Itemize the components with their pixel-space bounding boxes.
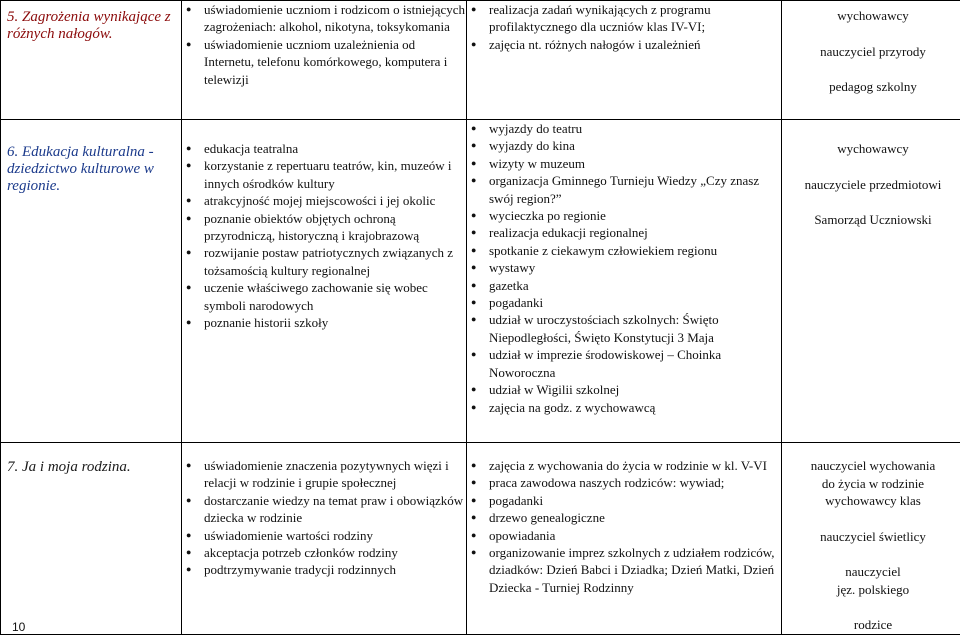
list-item: ● wizyty w muzeum	[467, 155, 781, 172]
list-item: ● pogadanki	[467, 294, 781, 311]
responsible-item: jęz. polskiego	[836, 581, 910, 597]
list-item: ● wystawy	[467, 259, 781, 276]
list-item: ● uświadomienie wartości rodziny	[182, 527, 466, 544]
list-item: ● rozwijanie postaw patriotycznych związanych z tożsamością kultury regionalnej	[182, 244, 466, 279]
list-item: ● udział w imprezie środowiskowej – Choinka Noworoczna	[467, 346, 781, 381]
list-item: ● poznanie historii szkoły	[182, 314, 466, 331]
goals-cell	[182, 443, 467, 635]
responsible-item: wychowawcy	[837, 141, 909, 156]
responsible-item: rodzice	[853, 617, 893, 632]
responsible-item: Samorząd Uczniowski	[814, 212, 932, 227]
list-item: ● poznanie obiektów objętych ochroną przyrodniczą, historyczną i krajobrazową	[182, 210, 466, 245]
list-item: ● pogadanki	[467, 492, 781, 509]
goals-cell	[182, 120, 467, 443]
list-item: ● organizowanie imprez szkolnych z udziałem rodziców, dziadków: Dzień Babci i Dziadka; Dzień Matki, Dzień Dziecka - Turniej Rodzinny	[467, 544, 781, 596]
goals-cell	[182, 1, 467, 120]
table-row	[1, 1, 960, 120]
responsible-item: nauczyciel świetlicy	[820, 528, 926, 544]
list-item: ● podtrzymywanie tradycji rodzinnych	[182, 561, 466, 578]
list-item: ● opowiadania	[467, 527, 781, 544]
list-item: ● uświadomienie znaczenia pozytywnych więzi i relacji w rodzinie i grupie społecznej	[182, 457, 466, 492]
responsible-list	[782, 443, 960, 634]
responsible-item: nauczyciele przedmiotowi	[804, 176, 942, 192]
activities-cell	[467, 120, 782, 443]
list-item: ● drzewo genealogiczne	[467, 509, 781, 526]
activities-list	[467, 443, 781, 596]
topic-cell	[1, 443, 182, 635]
list-item: ● gazetka	[467, 277, 781, 294]
responsible-item: nauczyciel	[845, 564, 901, 579]
activities-cell	[467, 443, 782, 635]
table-row	[1, 120, 960, 443]
topic-title: 6. Edukacja kulturalna - dziedzictwo kulturowe w regionie.	[7, 144, 154, 194]
list-item: ● udział w Wigilii szkolnej	[467, 381, 781, 398]
responsible-cell	[782, 120, 960, 443]
list-item: ● realizacja edukacji regionalnej	[467, 224, 781, 241]
topic-cell	[1, 1, 182, 120]
list-item: ● wycieczka po regionie	[467, 207, 781, 224]
list-item: ● udział w uroczystościach szkolnych: Święto Niepodległości, Święto Konstytucji 3 Maja	[467, 311, 781, 346]
topic-cell	[1, 120, 182, 443]
list-item: ● spotkanie z ciekawym człowiekiem regionu	[467, 242, 781, 259]
list-item: ● realizacja zadań wynikających z programu profilaktycznego dla uczniów klas IV-VI;	[467, 1, 781, 36]
page-number: 10	[12, 620, 26, 634]
list-item: ● zajęcia na godz. z wychowawcą	[467, 399, 781, 416]
list-item: ● uczenie właściwego zachowanie się wobec symboli narodowych	[182, 279, 466, 314]
responsible-item: wychowawcy	[837, 8, 909, 23]
responsible-item: nauczyciel przyrody	[820, 43, 926, 59]
activities-cell	[467, 1, 782, 120]
responsible-item: do życia w rodzinie	[821, 475, 925, 491]
responsible-item: wychowawcy klas	[825, 493, 921, 508]
list-item: ● edukacja teatralna	[182, 140, 466, 157]
list-item: ● wyjazdy do kina	[467, 137, 781, 154]
list-item: ● zajęcia nt. różnych nałogów i uzależnień	[467, 36, 781, 53]
responsible-cell	[782, 443, 960, 635]
responsible-item: pedagog szkolny	[829, 79, 917, 94]
list-item: ● akceptacja potrzeb członków rodziny	[182, 544, 466, 561]
list-item: ● organizacja Gminnego Turnieju Wiedzy „Czy znasz swój region?”	[467, 172, 781, 207]
goals-list	[182, 120, 466, 331]
table-row	[1, 443, 960, 635]
list-item: ● wyjazdy do teatru	[467, 120, 781, 137]
activities-list	[467, 1, 781, 53]
activities-list	[467, 120, 781, 416]
responsible-item: nauczyciel wychowania	[810, 458, 936, 473]
list-item: ● dostarczanie wiedzy na temat praw i obowiązków dziecka w rodzinie	[182, 492, 466, 527]
responsible-list	[782, 1, 960, 96]
list-item: ● uświadomienie uczniom i rodzicom o istniejących zagrożeniach: alkohol, nikotyna, toksykomania	[182, 1, 466, 36]
goals-list	[182, 443, 466, 579]
list-item: ● atrakcyjność mojej miejscowości i jej okolic	[182, 192, 466, 209]
responsible-cell	[782, 1, 960, 120]
list-item: ● korzystanie z repertuaru teatrów, kin, muzeów i innych ośrodków kultury	[182, 157, 466, 192]
topic-title: 5. Zagrożenia wynikające z różnych nałogów.	[7, 9, 171, 42]
list-item: ● zajęcia z wychowania do życia w rodzinie w kl. V-VI	[467, 457, 781, 474]
topic-title: 7. Ja i moja rodzina.	[7, 459, 131, 475]
goals-list	[182, 1, 466, 88]
list-item: ● praca zawodowa naszych rodziców: wywiad;	[467, 474, 781, 491]
responsible-list	[782, 120, 960, 229]
list-item: ● uświadomienie uczniom uzależnienia od Internetu, telefonu komórkowego, komputera i telewizji	[182, 36, 466, 88]
